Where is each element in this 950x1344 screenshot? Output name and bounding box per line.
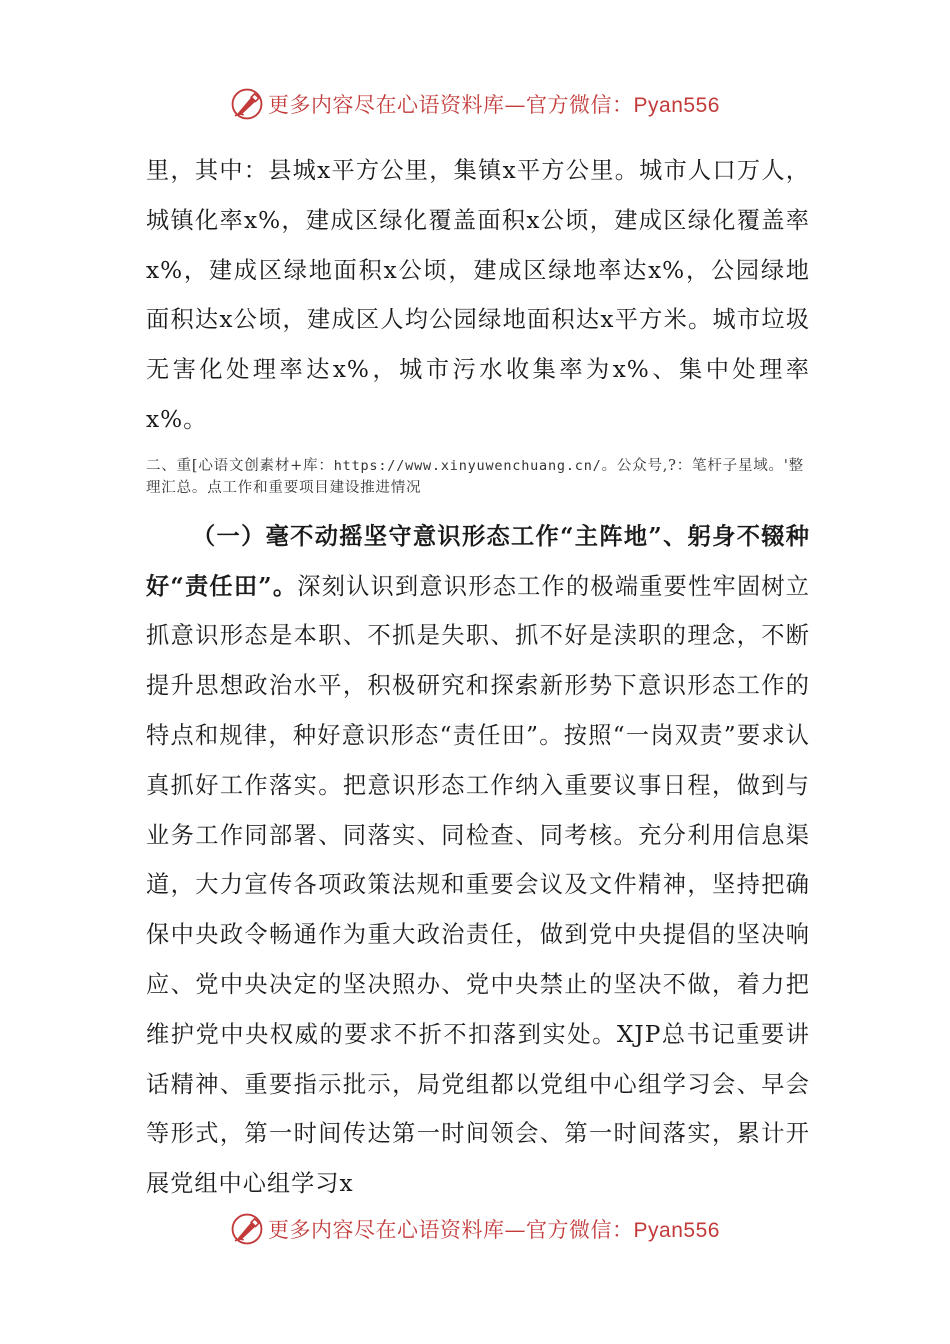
banner-account: Pyan556 bbox=[633, 94, 720, 117]
header-banner bbox=[0, 84, 950, 124]
paragraph-ideology-work bbox=[146, 512, 810, 1209]
banner-text: 更多内容尽在心语资料库—官方微信：Pyan556 bbox=[268, 1218, 720, 1242]
source-url: https://www.xinyuwenchuang.cn/ bbox=[333, 457, 602, 474]
pen-nib-logo-icon bbox=[230, 87, 264, 121]
pen-nib-logo-icon bbox=[230, 1212, 264, 1246]
banner-account: Pyan556 bbox=[633, 1219, 720, 1242]
section-heading: （一）毫不动摇坚守意识形态工作“主阵地”、躬身不辍种好“责任田”。 bbox=[146, 522, 810, 600]
source-note: 二、重[心语文创素材+库：https://www.xinyuwenchuang.cn/。公众号,?：笔杆子星域。'整理汇总。点工作和重要项目建设推进情况 bbox=[146, 457, 804, 496]
document-body bbox=[146, 146, 810, 1209]
paragraph-city-stats: 里，其中：县城x平方公里，集镇x平方公里。城市人口万人，城镇化率x%，建成区绿化覆盖面积x公顷，建成区绿化覆盖率x%，建成区绿地面积x公顷，建成区绿地率达x%，公园绿地面积达x公顷，建成区人均公园绿地面积达x平方米。城市垃圾无害化处理率达x%，城市污水收集率为x%、集中处理率x%。 bbox=[146, 157, 810, 433]
banner-text: 更多内容尽在心语资料库—官方微信：Pyan556 bbox=[268, 93, 720, 117]
footer-banner bbox=[0, 1209, 950, 1249]
section-body: 深刻认识到意识形态工作的极端重要性牢固树立抓意识形态是本职、不抓是失职、抓不好是渎职的理念，不断提升思想政治水平，积极研究和探索新形势下意识形态工作的特点和规律，种好意识形态“责任田”。按照“一岗双责”要求认真抓好工作落实。把意识形态工作纳入重要议事日程，做到与业务工作同部署、同落实、同检查、同考核。充分利用信息渠道，大力宣传各项政策法规和重要会议及文件精神，坚持把确保中央政令畅通作为重大政治责任，做到党中央提倡的坚决响应、党中央决定的坚决照办、党中央禁止的坚决不做，着力把维护党中央权威的要求不折不扣落到实处。XJP总书记重要讲话精神、重要指示批示，局党组都以党组中心组学习会、早会等形式，第一时间传达第一时间领会、第一时间落实，累计开展党组中心组学习x bbox=[146, 572, 810, 1198]
